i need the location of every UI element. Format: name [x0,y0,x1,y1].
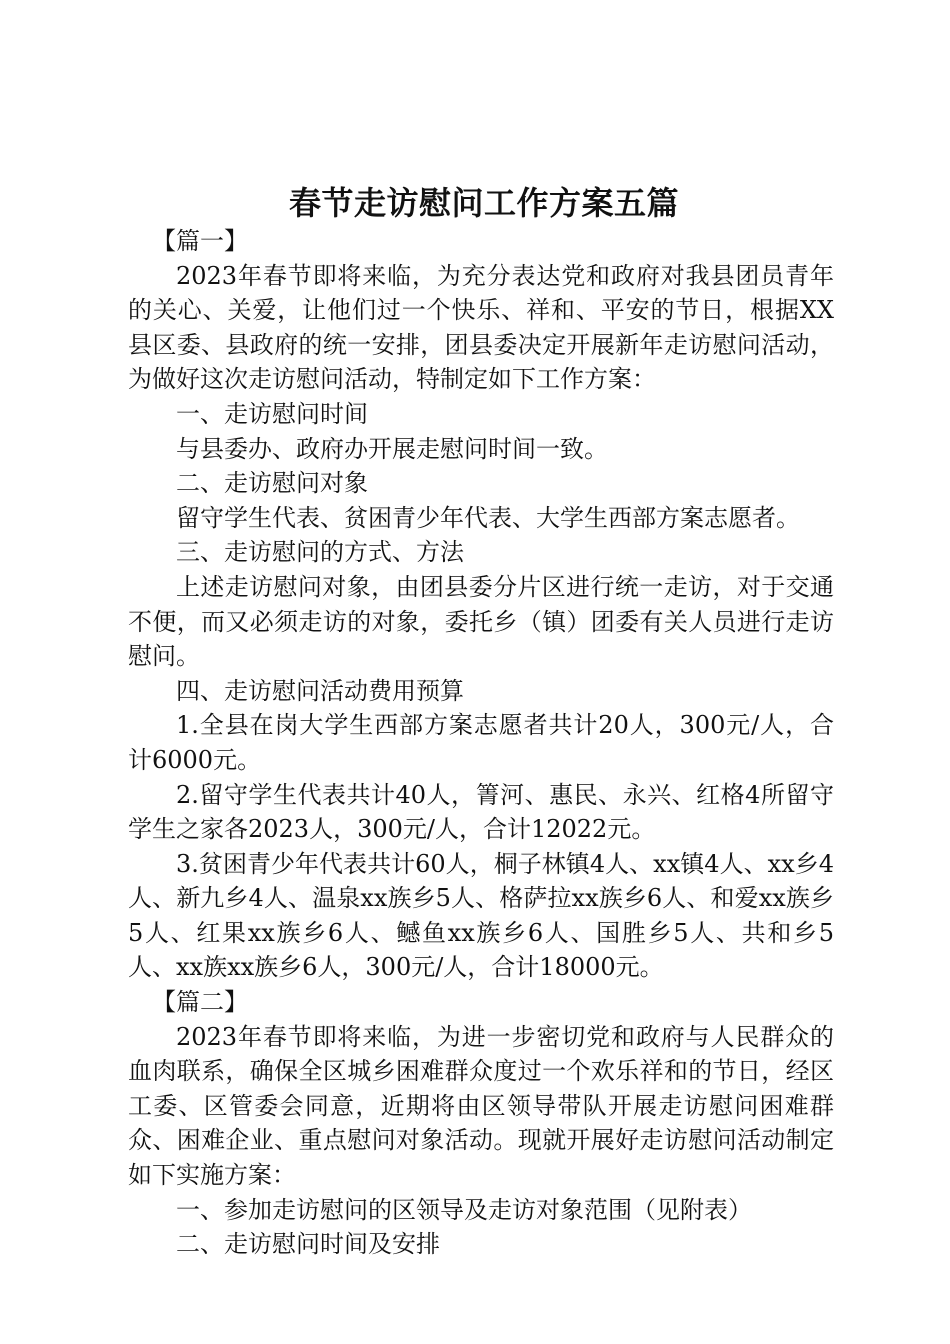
paragraph: 一、参加走访慰问的区领导及走访对象范围（见附表） [176,1195,752,1224]
paragraph: 2.留守学生代表共计40人，箐河、惠民、永兴、红格4所留守学生之家各2023人，300元/人，合计12022元。 [128,780,834,844]
document-title: 春节走访慰问工作方案五篇 [288,184,679,222]
paragraph: 三、走访慰问的方式、方法 [176,538,464,567]
paragraph: 1.全县在岗大学生西部方案志愿者共计20人，300元/人，合计6000元。 [128,711,834,774]
document-page [128,182,834,1262]
paragraph: 2023年春节即将来临，为进一步密切党和政府与人民群众的血肉联系，确保全区城乡困难群众度过一个欢乐祥和的节日，经区工委、区管委会同意，近期将由区领导带队开展走访慰问困难群众、困难企业、重点慰问对象活动。现就开展好走访慰问活动制定如下实施方案： [128,1022,834,1190]
paragraph: 上述走访慰问对象，由团县委分片区进行统一走访，对于交通不便，而又必须走访的对象，委托乡（镇）团委有关人员进行走访慰问。 [128,572,834,671]
paragraph: 留守学生代表、贫困青少年代表、大学生西部方案志愿者。 [176,503,800,532]
paragraph: 2023年春节即将来临，为充分表达党和政府对我县团员青年的关心、关爱，让他们过一个快乐、祥和、平安的节日，根据XX县区委、县政府的统一安排，团县委决定开展新年走访慰问活动，为做好这次走访慰问活动，特制定如下工作方案： [128,261,834,394]
section-label: 【篇一】 [152,227,248,255]
paragraph: 一、走访慰问时间 [176,399,368,428]
paragraph: 3.贫困青少年代表共计60人，桐子林镇4人、xx镇4人、xx乡4人、新九乡4人、温泉xx族乡5人、格萨拉xx族乡6人、和爱xx族乡5人、红果xx族乡6人、鳡鱼xx族乡6人、国胜乡5人、共和乡5人、xx族xx族乡6人，300元/人，合计18000元。 [128,849,834,982]
paragraph: 二、走访慰问时间及安排 [176,1230,440,1259]
paragraph: 与县委办、政府办开展走慰问时间一致。 [176,434,608,463]
section-label: 【篇二】 [152,988,248,1017]
paragraph: 四、走访慰问活动费用预算 [176,676,464,705]
paragraph: 二、走访慰问对象 [176,469,368,498]
